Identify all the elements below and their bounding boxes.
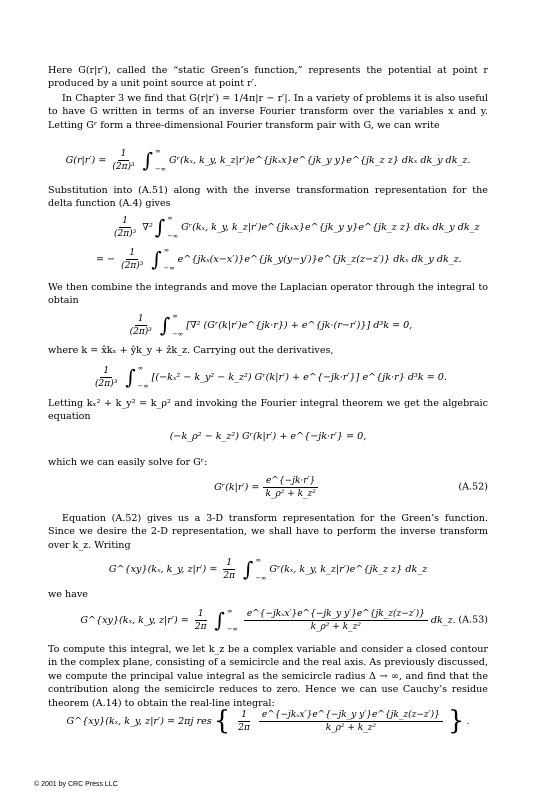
upper-limit: ∞ [172,312,178,320]
upper-limit: ∞ [226,607,233,615]
paragraph-3: Substitution into (A.51) along with the inverse transformation representation for the delta function (A.4) gives [48,185,488,210]
integral-limits [155,147,166,173]
paragraph-7: which we can easily solve for Gʳ: [48,457,208,468]
upper-limit: ∞ [255,556,261,564]
eq8-integrand-fraction [244,609,428,632]
eq9-lhs: G^{xy}(kₓ, k_y, z|r′) = 2πj res [66,715,212,727]
eq9-numerator: 1 [238,710,250,722]
equation-combined-integrand [48,310,488,340]
integral-limits [227,607,238,633]
paragraph-10: To compute this integral, we let k_z be a complex variable and consider a closed contour in the complex plane, consisting of a semicircle and the real axis. As previously discussed, we compute the principal value integral as the semicircle radius Δ → ∞, and find that the contribution along the semicircle reduces to zero. Hence we can use Cauchy’s residue theorem (A.14) to obtain the real-line integral: [48,644,488,709]
upper-limit: ∞ [163,246,170,254]
eq8-denominator: 2π [194,621,207,632]
paragraph-8: Equation (A.52) gives us a 3-D transform representation for the Green’s function. Since we desire the 2-D representation, we shall have to perform the inverse transform over k_z. Writing [48,513,488,551]
eq1-denominator: (2π)³ [112,161,135,172]
integral-sign: ∫ [214,608,225,632]
equation-a53 [48,603,488,637]
eq9-fraction [235,710,253,733]
integral-limits [172,312,183,338]
eq7-numerator: 1 [223,558,235,570]
integral-sign: ∫ [142,148,154,172]
equation-fourier-representation [48,145,488,175]
eq2b-denominator: (2π)³ [121,260,144,271]
eq1-fraction [109,149,137,172]
eq4-denominator: (2π)³ [95,378,118,389]
integral-limits [138,364,149,390]
equation-a52 [48,472,488,502]
eq4-fraction [92,366,120,389]
equation-substitution-line-1 [48,212,488,242]
eq7-fraction [220,558,238,581]
equation-algebraic [48,424,488,448]
upper-limit: ∞ [137,364,144,372]
integral-sign: ∫ [151,247,162,271]
equation-derivatives [48,362,488,392]
eq3-numerator: 1 [135,314,147,326]
lower-limit: −∞ [137,382,149,390]
eq9-inner-numerator: e^{−jkₓx′}e^{−jk_y y′}e^{jk_z(z−z′)} [259,710,443,722]
eq2b-numerator: 1 [126,248,138,260]
upper-limit: ∞ [167,214,173,222]
eq7-integrand: Gʳ(kₓ, k_y, k_z|r′)e^{jk_z z} dk_z [269,563,428,575]
integral-limits [164,246,175,272]
eq3-integrand: [∇² (Gʳ(k|r′)e^{jk·r}) + e^{jk·(r−r′)}] d³k = 0, [186,319,413,331]
eq1-numerator: 1 [118,149,130,161]
eq1-lhs: G(r|r′) = [65,154,107,166]
eq1-integrand: Gʳ(kₓ, k_y, k_z|r′)e^{jkₓx}e^{jk_y y}e^{jk_z z} dkₓ dk_y dk_z. [168,154,471,166]
eq8-lhs: G^{xy}(kₓ, k_y, z|r′) = [80,614,189,626]
copyright-footer: © 2001 by CRC Press LLC [34,781,118,788]
paragraph-9: we have [48,589,88,600]
eq8-integrand-denominator: k_ρ² + k_z² [310,621,362,632]
paragraph-2: In Chapter 3 we find that G(r|r′) = 1/4π|r − r′|. In a variety of problems it is also useful to have G written in terms of an inverse Fourier transform over the variables x and y. Letting Gʳ form a three-dimensional Fourier transform pair with G, we can write [48,93,488,131]
integral-limits [167,214,178,240]
eq4-numerator: 1 [100,366,112,378]
eq9-inner-denominator: k_ρ² + k_z² [325,722,377,733]
eq2b-prefix: = [96,253,105,265]
eq6-numerator: e^{−jk·r′} [263,476,318,488]
eq8-fraction [192,609,210,632]
eq8-integrand-numerator: e^{−jkₓx′}e^{−jk_y y′}e^{jk_z(z−z′)} [244,609,428,621]
equation-number-a52: (A.52) [458,481,488,493]
eq9-denominator: 2π [238,722,250,733]
equation-inverse-transform [48,554,488,584]
eq2a-fraction [111,216,139,239]
paragraph-4: We then combine the integrands and move the Laplacian operator through the integral to obtain [48,282,488,307]
lower-limit: −∞ [172,330,184,338]
eq2a-integrand: Gʳ(kₓ, k_y, k_z|r′)e^{jkₓx}e^{jk_y y}e^{jk_z z} dkₓ dk_y dk_z [181,221,480,233]
left-brace: { [213,706,231,736]
laplacian-operator: ∇² [142,221,153,233]
eq2b-fraction [118,248,146,271]
eq2b-minus: − [107,253,116,265]
integral-sign: ∫ [243,557,254,581]
eq2a-numerator: 1 [119,216,131,228]
eq7-lhs: G^{xy}(kₓ, k_y, z|r′) = [108,563,218,575]
integral-limits [255,556,266,582]
integral-sign: ∫ [159,313,171,337]
eq9-inner-fraction [259,710,443,733]
eq3-fraction [127,314,155,337]
eq8-numerator: 1 [195,609,207,621]
lower-limit: −∞ [255,574,267,582]
paragraph-1: Here G(r|r′), called the “static Green’s function,” represents the potential at point r produced by a unit point source at point r′. [48,65,488,90]
eq3-denominator: (2π)³ [129,326,152,337]
integral-sign: ∫ [154,215,166,239]
paragraph-6: Letting kₓ² + k_y² = k_ρ² and invoking the Fourier integral theorem we get the algebraic equation [48,398,488,423]
eq5-body: (−k_ρ² − k_z²) Gʳ(k|r′) + e^{−jk·r′} = 0, [169,430,367,442]
lower-limit: −∞ [155,165,166,173]
lower-limit: −∞ [167,232,179,240]
equation-substitution-line-2 [48,244,488,274]
equation-number-a53: (A.53) [458,614,488,626]
integral-sign: ∫ [125,365,136,389]
equation-residue [48,703,488,739]
eq2a-denominator: (2π)³ [114,228,137,239]
lower-limit: −∞ [226,625,238,633]
eq8-differential: dk_z. [430,614,456,626]
eq4-integrand: [(−kₓ² − k_y² − k_z²) Gʳ(k|r′) + e^{−jk·r′}] e^{jk·r} d³k = 0. [151,371,447,383]
eq6-lhs: Gʳ(k|r′) = [214,481,260,493]
right-brace: } [447,706,465,736]
eq7-denominator: 2π [223,570,236,581]
eq9-period: . [466,715,470,727]
eq6-fraction [262,476,318,499]
upper-limit: ∞ [155,147,161,155]
lower-limit: −∞ [163,264,175,272]
paragraph-5: where k = x̂kₓ + ŷk_y + ẑk_z. Carrying out the derivatives, [48,345,334,356]
eq2b-integrand: e^{jkₓ(x−x′)}e^{jk_y(y−y′)}e^{jk_z(z−z′)} dkₓ dk_y dk_z. [177,253,462,265]
eq6-denominator: k_ρ² + k_z² [265,488,316,499]
